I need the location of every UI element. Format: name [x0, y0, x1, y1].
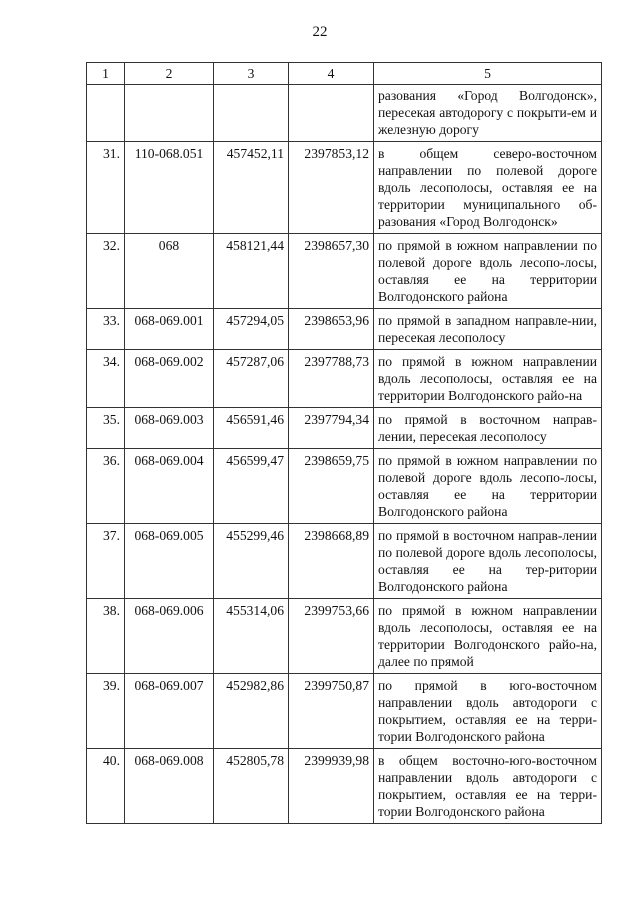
cell-point-code: 068-069.005: [125, 524, 214, 599]
cell-description: по прямой в восточном направ-лении по полевой дороге вдоль лесополосы, оставляя ее на тер-ритории Волгодонского района: [374, 524, 602, 599]
cell-y-coordinate: 2399939,98: [289, 749, 374, 824]
cell-empty: [125, 85, 214, 142]
cell-x-coordinate: 458121,44: [214, 234, 289, 309]
cell-point-code: 068-069.008: [125, 749, 214, 824]
cell-y-coordinate: 2398659,75: [289, 449, 374, 524]
header-col-3: 3: [214, 63, 289, 85]
cell-y-coordinate: 2397794,34: [289, 408, 374, 449]
table-row: [87, 749, 602, 824]
cell-number: 32.: [87, 234, 125, 309]
cell-description: по прямой в западном направле-нии, пересекая лесополосу: [374, 309, 602, 350]
cell-number: 38.: [87, 599, 125, 674]
cell-y-coordinate: 2399753,66: [289, 599, 374, 674]
cell-x-coordinate: 455299,46: [214, 524, 289, 599]
cell-x-coordinate: 455314,06: [214, 599, 289, 674]
page-number: 22: [312, 24, 328, 40]
cell-x-coordinate: 452805,78: [214, 749, 289, 824]
cell-empty: [87, 85, 125, 142]
cell-number: 31.: [87, 142, 125, 234]
header-col-2: 2: [125, 63, 214, 85]
cell-description: по прямой в юго-восточном направлении вдоль автодороги с покрытием, оставляя ее на терри-тории Волгодонского района: [374, 674, 602, 749]
cell-empty: [289, 85, 374, 142]
cell-number: 37.: [87, 524, 125, 599]
cell-point-code: 068-069.007: [125, 674, 214, 749]
table-header-row: [87, 63, 602, 85]
cell-point-code: 068: [125, 234, 214, 309]
table-row: [87, 350, 602, 408]
cell-number: 33.: [87, 309, 125, 350]
cell-y-coordinate: 2399750,87: [289, 674, 374, 749]
header-col-1: 1: [87, 63, 125, 85]
cell-number: 39.: [87, 674, 125, 749]
table-row: [87, 599, 602, 674]
cell-y-coordinate: 2397853,12: [289, 142, 374, 234]
cell-y-coordinate: 2398668,89: [289, 524, 374, 599]
cell-point-code: 068-069.006: [125, 599, 214, 674]
cell-empty: [214, 85, 289, 142]
cell-description: в общем восточно-юго-восточном направлении вдоль автодороги с покрытием, оставляя ее на терри-тории Волгодонского района: [374, 749, 602, 824]
table-row-continuation: [87, 85, 602, 142]
cell-y-coordinate: 2398653,96: [289, 309, 374, 350]
cell-point-code: 110-068.051: [125, 142, 214, 234]
cell-x-coordinate: 456591,46: [214, 408, 289, 449]
table-row: [87, 449, 602, 524]
cell-point-code: 068-069.003: [125, 408, 214, 449]
header-col-5: 5: [374, 63, 602, 85]
table-row: [87, 674, 602, 749]
cell-description: в общем северо-восточном направлении по полевой дороге вдоль лесополосы, оставляя ее на территории муниципального об-разования «Город Волгодонск»: [374, 142, 602, 234]
cell-x-coordinate: 456599,47: [214, 449, 289, 524]
cell-description: разования «Город Волгодонск», пересекая автодорогу с покрыти-ем и железную дорогу: [374, 85, 602, 142]
cell-point-code: 068-069.002: [125, 350, 214, 408]
cell-description: по прямой в южном направлении по полевой дороге вдоль лесопо-лосы, оставляя ее на территории Волгодонского района: [374, 449, 602, 524]
cell-x-coordinate: 457294,05: [214, 309, 289, 350]
header-col-4: 4: [289, 63, 374, 85]
cell-y-coordinate: 2398657,30: [289, 234, 374, 309]
table-row: [87, 309, 602, 350]
cell-number: 34.: [87, 350, 125, 408]
cell-y-coordinate: 2397788,73: [289, 350, 374, 408]
cell-number: 36.: [87, 449, 125, 524]
cell-number: 40.: [87, 749, 125, 824]
table-row: [87, 142, 602, 234]
cell-description: по прямой в южном направлении вдоль лесополосы, оставляя ее на территории Волгодонского райо-на, далее по прямой: [374, 599, 602, 674]
cell-x-coordinate: 457287,06: [214, 350, 289, 408]
cell-description: по прямой в южном направлении вдоль лесополосы, оставляя ее на территории Волгодонского райо-на: [374, 350, 602, 408]
cell-x-coordinate: 452982,86: [214, 674, 289, 749]
cell-point-code: 068-069.004: [125, 449, 214, 524]
table-row: [87, 234, 602, 309]
cell-number: 35.: [87, 408, 125, 449]
table-row: [87, 408, 602, 449]
cell-x-coordinate: 457452,11: [214, 142, 289, 234]
table-row: [87, 524, 602, 599]
boundary-table: [86, 62, 602, 824]
cell-description: по прямой в южном направлении по полевой дороге вдоль лесопо-лосы, оставляя ее на территории Волгодонского района: [374, 234, 602, 309]
cell-description: по прямой в восточном направ-лении, пересекая лесополосу: [374, 408, 602, 449]
cell-point-code: 068-069.001: [125, 309, 214, 350]
